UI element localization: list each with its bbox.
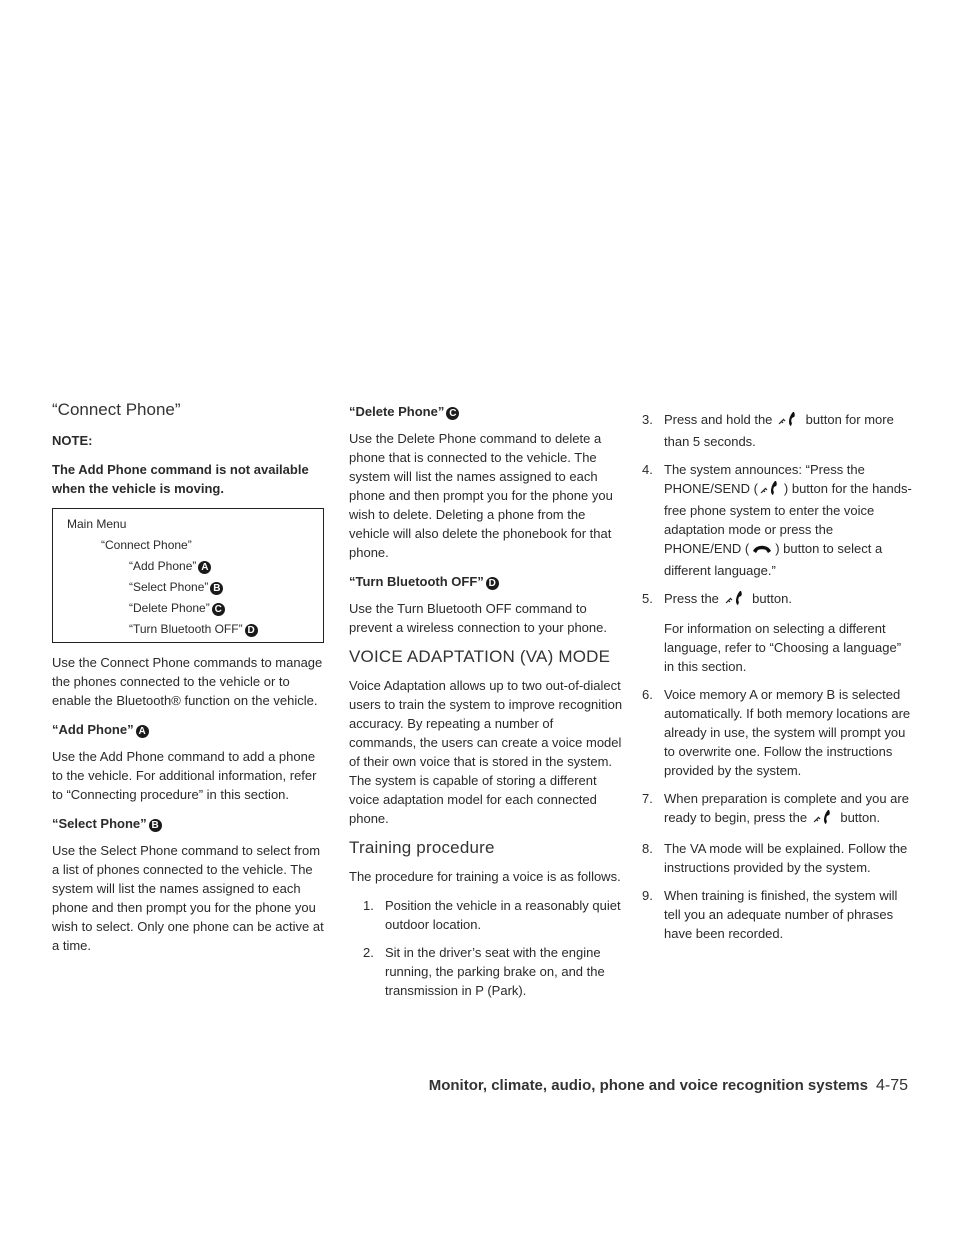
list-item: 9. When training is finished, the system will tell you an adequate number of phrases have been recorded.: [642, 888, 898, 941]
list-item: 8. The VA mode will be explained. Follow the instructions provided by the system.: [642, 841, 908, 875]
list-item: 2. Sit in the driver’s seat with the engine running, the parking brake on, and the transmission in P (Park).: [363, 945, 605, 998]
column-left: [52, 400, 324, 965]
connect-phone-heading: “Connect Phone”: [52, 400, 181, 419]
select-phone-heading: “Select Phone” B: [52, 814, 324, 833]
marker-b-icon: B: [210, 582, 223, 595]
connect-phone-intro: Use the Connect Phone commands to manage the phones connected to the vehicle or to enable the Bluetooth® function on the vehicle.: [52, 655, 323, 708]
marker-d-icon: D: [245, 624, 258, 637]
note-label: NOTE:: [52, 433, 93, 448]
menu-item-delete-phone: “Delete Phone” C: [67, 598, 323, 619]
add-phone-text: Use the Add Phone command to add a phone to the vehicle. For additional information, refer to “Connecting procedure” in this section.: [52, 749, 317, 802]
delete-phone-heading: “Delete Phone” C: [349, 402, 623, 421]
list-item: 7. When preparation is complete and you are ready to begin, press the button.: [642, 789, 913, 830]
marker-a-icon: A: [198, 561, 211, 574]
training-intro: The procedure for training a voice is as follows.: [349, 869, 621, 884]
delete-phone-text: Use the Delete Phone command to delete a phone that is connected to the vehicle. The system will list the names assigned to each phone and then prompt you for the phone you wish to delete. Deleting a phone from the vehicle will also delete the phonebook for that phone.: [349, 431, 613, 560]
language-note: For information on selecting a different language, refer to “Choosing a language” in this section.: [664, 621, 902, 674]
marker-b-icon: B: [149, 819, 162, 832]
talk-button-icon: [813, 809, 835, 830]
talk-button-icon: [725, 590, 747, 611]
talk-button-icon: [778, 411, 800, 432]
menu-tree-box: [52, 508, 324, 643]
menu-level1: “Connect Phone”: [101, 538, 192, 552]
page-footer: [429, 1077, 908, 1095]
marker-a-icon: A: [136, 725, 149, 738]
list-item: 3. Press and hold the button for more than 5 seconds.: [642, 412, 894, 449]
footer-title: Monitor, climate, audio, phone and voice recognition systems: [428, 1077, 868, 1094]
voice-adaptation-text: Voice Adaptation allows up to two out-of-dialect users to train the system to improve recognition accuracy. By repeating a number of commands, the users can create a voice model of their own voice that is stored in the system. The system is capable of storing a different voice adaptation model for each connected phone.: [349, 678, 623, 826]
training-procedure-heading: Training procedure: [349, 838, 495, 857]
turn-bluetooth-off-heading: “Turn Bluetooth OFF” D: [349, 572, 623, 591]
page-number: 4-75: [875, 1077, 908, 1094]
talk-button-icon: [760, 480, 782, 501]
training-steps-continued: [642, 410, 913, 943]
menu-item-add-phone: “Add Phone” A: [67, 556, 323, 577]
note-text: The Add Phone command is not available when the vehicle is moving.: [52, 462, 309, 496]
list-item: 5. Press the button. For information on selecting a different language, refer to “Choosing a language” in this section.: [642, 589, 913, 676]
menu-root: Main Menu: [67, 517, 127, 531]
phone-end-icon: [751, 542, 773, 561]
training-steps: [349, 896, 623, 1000]
select-phone-text: Use the Select Phone command to select from a list of phones connected to the vehicle. The system will list the names assigned to each phone and then prompt you for the phone you wish to select. Only one phone can be active at a time.: [52, 843, 324, 953]
add-phone-heading: “Add Phone” A: [52, 720, 324, 739]
list-item: 6. Voice memory A or memory B is selected automatically. If both memory locations are already in use, the system will prompt you to overwrite one. Follow the instructions provided by the system.: [642, 687, 911, 778]
marker-c-icon: C: [212, 603, 225, 616]
list-item: 1. Position the vehicle in a reasonably quiet outdoor location.: [363, 898, 621, 932]
column-right: [642, 410, 913, 952]
marker-d-icon: D: [486, 577, 499, 590]
column-middle: [349, 402, 623, 1009]
voice-adaptation-heading: VOICE ADAPTATION (VA) MODE: [349, 647, 611, 666]
marker-c-icon: C: [446, 407, 459, 420]
menu-item-select-phone: “Select Phone” B: [67, 577, 323, 598]
menu-item-turn-bluetooth-off: “Turn Bluetooth OFF” D: [67, 619, 323, 640]
list-item: 4. The system announces: “Press the PHONE/SEND ( ) button for the hands-free phone system to enter the voice adaptation mode or press the PHONE/END ( ) button to select a different language.”: [642, 462, 912, 578]
turn-bluetooth-off-text: Use the Turn Bluetooth OFF command to prevent a wireless connection to your phone.: [349, 601, 607, 635]
